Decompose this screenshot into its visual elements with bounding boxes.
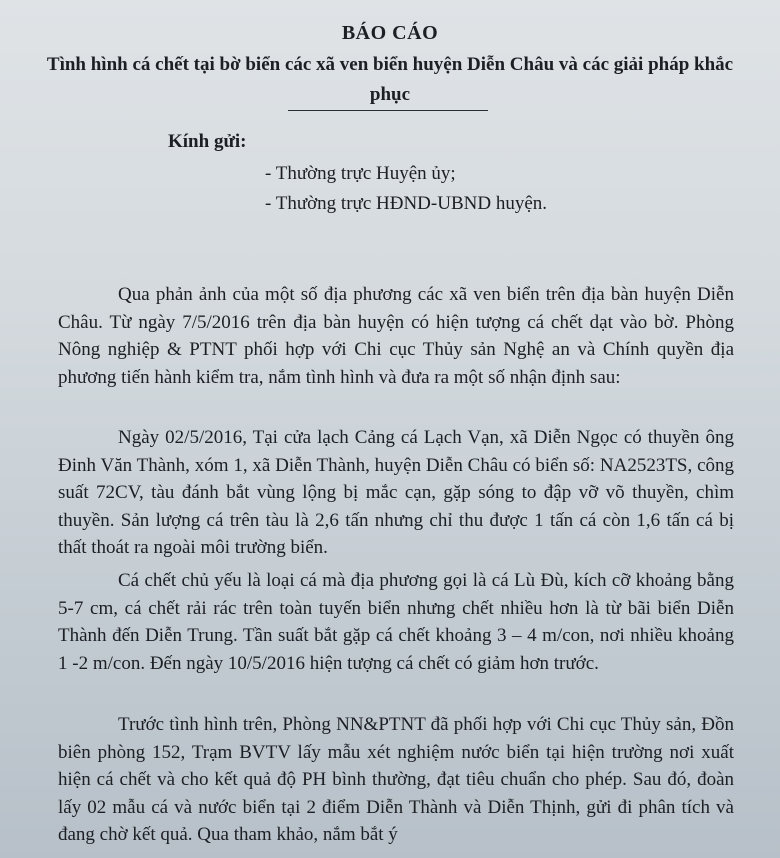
paragraph-1: Qua phản ảnh của một số địa phương các xã ven biển trên địa bàn huyện Diễn Châu. Từ ngày 7/5/2016 trên địa bàn huyện có hiện tượng cá chết dạt vào bờ. Phòng Nông nghiệp & PTNT phối hợp với Chi cục Thủy sản Nghệ an và Chính quyền địa phương tiến hành kiểm tra, nắm tình hình và đưa ra một số nhận định sau: [58,284,734,388]
paragraph-4: Trước tình hình trên, Phòng NN&PTNT đã phối hợp với Chi cục Thủy sản, Đồn biên phòng 152, Trạm BVTV lấy mẫu xét nghiệm nước biển tại hiện trường nơi xuất hiện cá chết và cho kết quả độ PH bình thường, đạt tiêu chuẩn cho phép. Sau đó, đoàn lấy 02 mẫu cá và nước biển tại 2 điểm Diễn Thành và Diễn Thịnh, gửi đi phân tích và đang chờ kết quả. Qua tham khảo, nắm bắt ý [58,714,734,845]
recipient-2: - Thường trực HĐND-UBND huyện. [265,193,548,214]
paragraph-3: Cá chết chủ yếu là loại cá mà địa phương gọi là cá Lù Đù, kích cỡ khoảng bằng 5-7 cm, cá chết rải rác trên toàn tuyến biển nhưng chết nhiều hơn là từ bãi biển Diễn Thành đến Diễn Trung. Tần suất bắt gặp cá chết khoảng 3 – 4 m/con, nơi nhiều khoảng 1 -2 m/con. Đến ngày 10/5/2016 hiện tượng cá chết có giảm hơn trước. [58,570,734,674]
recipient-1: - Thường trực Huyện ủy; [265,163,456,184]
document-title: BÁO CÁO [341,22,439,44]
document-subtitle: Tình hình cá chết tại bờ biển các xã ven biển huyện Diễn Châu và các giải pháp khắc phục [46,54,734,105]
greeting: Kính gửi: [168,131,247,152]
title-underline [288,110,488,111]
paragraph-2: Ngày 02/5/2016, Tại cửa lạch Cảng cá Lạch Vạn, xã Diễn Ngọc có thuyền ông Đinh Văn Thành, xóm 1, xã Diễn Thành, huyện Diễn Châu có biển số: NA2523TS, công suất 72CV, tàu đánh bắt vùng lộng bị mắc cạn, gặp sóng to đập vỡ võ thuyền, chìm thuyền. Sản lượng cá trên tàu là 2,6 tấn nhưng chỉ thu được 1 tấn cá còn 1,6 tấn cá bị thất thoát ra ngoài môi trường biển. [58,427,734,558]
